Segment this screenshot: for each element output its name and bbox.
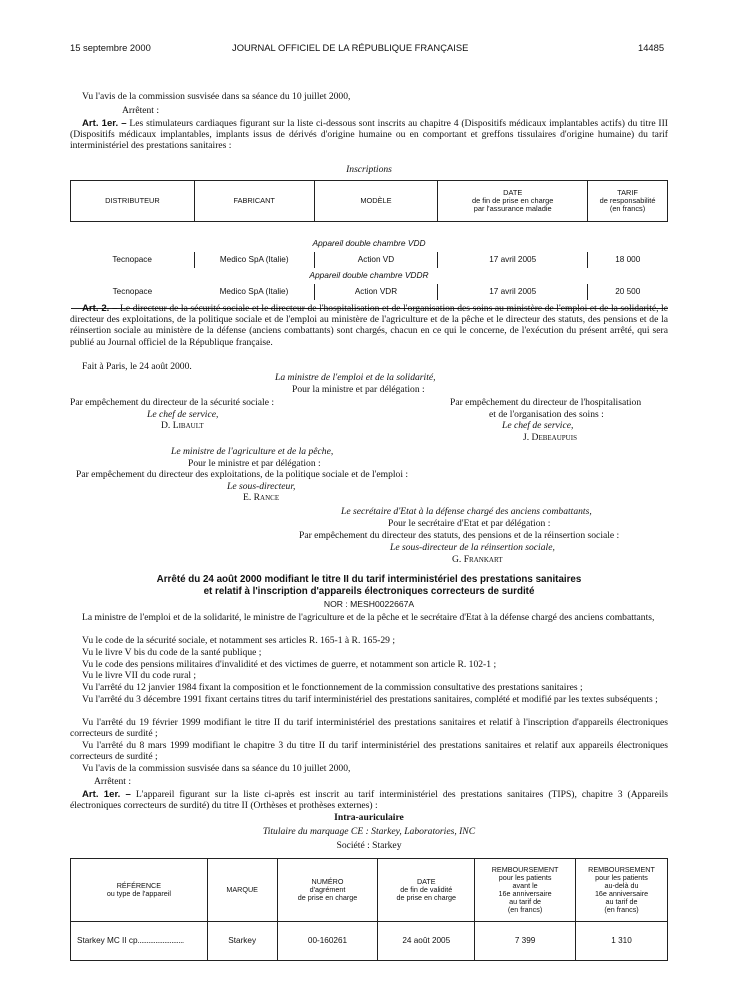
vu-item: Vu le livre VII du code rural ; [82, 670, 197, 681]
vu-item: Vu l'arrêté du 3 décembre 1991 fixant certains titres du tarif interministériel des prestations sanitaires, complété et modifié par les textes subséquents ; [82, 694, 658, 705]
column-header: DATE de fin de prise en charge par l'assurance maladie [438, 181, 588, 222]
column-header: FABRICANT [194, 181, 314, 222]
column-header: DISTRIBUTEUR [71, 181, 195, 222]
table-cell: 1 310 [576, 922, 668, 961]
vu-item: Vu le code de la sécurité sociale, et notamment ses articles R. 165-1 à R. 165-29 ; [82, 635, 395, 646]
dot-leader: .......................... [137, 936, 184, 946]
vu-item: Vu l'arrêté du 12 janvier 1984 fixant la composition et le fonctionnement de la commission consultative des prestations sanitaires ; [82, 682, 583, 693]
signatory-name: E. Rance [243, 492, 280, 503]
column-header: TARIF de responsabilité (en francs) [588, 181, 668, 222]
vu-item: Vu le code des pensions militaires d'invalidité et des victimes de guerre, et notamment son article R. 102-1 ; [82, 659, 497, 670]
table-cell: 20 500 [588, 284, 668, 300]
table-cell: Medico SpA (Italie) [219, 287, 289, 297]
page-number: 14485 [638, 42, 665, 53]
journal-title: JOURNAL OFFICIEL DE LA RÉPUBLIQUE FRANÇAISE [232, 42, 469, 53]
column-header: REMBOURSEMENT pour les patients au-delà du 16e anniversaire au tarif de (en francs) [576, 859, 668, 922]
table-cell: 18 000 [588, 252, 668, 268]
column-header: MARQUE [207, 859, 277, 922]
header-date: 15 septembre 2000 [70, 42, 151, 53]
signatory-title: Le secrétaire d'Etat à la défense chargé des anciens combattants, [341, 506, 592, 517]
table-cell: 24 août 2005 [378, 922, 475, 961]
signatory-title: La ministre de l'emploi et de la solidarité, [275, 372, 436, 383]
signatory-role: Le chef de service, [147, 409, 219, 420]
hearing-aids-table [70, 858, 668, 961]
article-text: Le directeur de la sécurité sociale et le directeur de l'hospitalisation et de l'organisation des soins au ministère de l'emploi et de la solidarité, le directeur des exploitations, de la politique sociale et de l'emploi au ministère de l'agriculture et de la pêche et le directeur des statuts, des pensions et de la réinsertion sociale au ministère de la défense (anciens combattants) sont chargés, chacun en ce qui le concerne, de l'exécution du présent arrêté, qui sera publié au Journal officiel de la République française. [70, 303, 668, 348]
table-row [71, 922, 668, 961]
article-2 [70, 303, 668, 348]
subheading: Intra-auriculaire [334, 812, 404, 823]
company: Société : Starkey [336, 840, 402, 851]
device-group-label: Appareil double chambre VDD [312, 238, 426, 249]
vu-avis: Vu l'avis de la commission susvisée dans sa séance du 10 juillet 2000, [82, 91, 351, 102]
fait-a-paris: Fait à Paris, le 24 août 2000. [82, 361, 192, 372]
article-label: Art. 2. – [82, 303, 118, 314]
table-cell: 7 399 [475, 922, 576, 961]
signatory-line: et de l'organisation des soins : [489, 409, 604, 420]
table-cell: Action VD [314, 252, 438, 268]
device-group-label: Appareil double chambre VDDR [309, 270, 429, 281]
table-cell: Tecnopace [112, 255, 152, 265]
column-header: NUMÉRO d'agrément de prise en charge [277, 859, 378, 922]
table-header-row [71, 859, 668, 922]
article-1 [70, 118, 668, 152]
arretent: Arrêtent : [94, 776, 132, 787]
table-cell: Medico SpA (Italie) [194, 252, 314, 268]
decree-intro: La ministre de l'emploi et de la solidarité, le ministre de l'agriculture et de la pêche et le secrétaire d'Etat à la défense chargé des anciens combattants, [82, 612, 655, 623]
article-text: L'appareil figurant sur la liste ci-après est inscrit au tarif interministériel des prestations sanitaires (TIPS), chapitre 3 (Appareils électroniques correcteurs de surdité) du titre II (Orthèses et prothèses externes) : [70, 789, 668, 812]
vu-item: Vu l'arrêté du 19 février 1999 modifiant le titre II du tarif interministériel des prestations sanitaires et relatif à l'inscription d'appareils électroniques correcteurs de surdité ; [70, 717, 668, 740]
article-label: Art. 1er. – [82, 789, 131, 800]
table-row [71, 252, 668, 268]
table-cell: 17 avril 2005 [438, 252, 588, 268]
column-header: RÉFÉRENCE ou type de l'appareil [71, 859, 208, 922]
table-cell: Tecnopace [112, 287, 153, 297]
table-cell: Action VDR [314, 284, 438, 300]
signatory-name: J. Debeaupuis [523, 432, 577, 443]
table-cell [71, 922, 208, 961]
arretent: Arrêtent : [122, 105, 160, 116]
nor-reference: NOR : MESH0022667A [323, 599, 415, 609]
signatory-delegation: Pour le secrétaire d'Etat et par délégation : [388, 518, 551, 529]
device-reference: Starkey MC II cp [77, 936, 138, 946]
decree-title: Arrêté du 24 août 2000 modifiant le titre II du tarif interministériel des prestations sanitaires [156, 574, 582, 585]
table-cell: 00-160261 [277, 922, 378, 961]
signatory-delegation: Pour le ministre et par délégation : [188, 458, 321, 469]
signatory-line: Par empêchement du directeur de l'hospitalisation [450, 397, 642, 408]
inscriptions-heading: Inscriptions [346, 164, 392, 175]
vu-item: Vu l'arrêté du 8 mars 1999 modifiant le chapitre 3 du titre II du tarif interministériel des prestations sanitaires et relatif aux appareils électroniques correcteurs de surdité ; [70, 740, 668, 763]
table-row [71, 284, 668, 300]
signatory-role: Le sous-directeur, [227, 481, 296, 492]
signatory-role: Le sous-directeur de la réinsertion sociale, [390, 542, 555, 553]
column-header: REMBOURSEMENT pour les patients avant le 16e anniversaire au tarif de (en francs) [475, 859, 576, 922]
column-header: MODÈLE [314, 181, 438, 222]
article-label: Art. 1er. – [82, 118, 127, 129]
vu-item: Vu le livre V bis du code de la santé publique ; [82, 647, 262, 658]
decree-title: et relatif à l'inscription d'appareils électroniques correcteurs de surdité [203, 586, 535, 597]
table-cell: 17 avril 2005 [438, 284, 588, 300]
signatory-name: D. Libault [161, 420, 204, 431]
signatory-line: Par empêchement du directeur de la sécurité sociale : [70, 397, 275, 408]
vu-item: Vu l'avis de la commission susvisée dans sa séance du 10 juillet 2000, [82, 763, 351, 774]
table-header-row [71, 181, 668, 222]
column-header: DATE de fin de validité de prise en charge [378, 859, 475, 922]
signatory-delegation: Pour la ministre et par délégation : [292, 384, 425, 395]
signatory-line: Par empêchement du directeur des exploitations, de la politique sociale et de l'emploi : [76, 469, 409, 480]
article-text: Les stimulateurs cardiaques figurant sur la liste ci-dessous sont inscrits au chapitre 4 (Dispositifs médicaux implantables actifs) du titre III (Dispositifs médicaux implantables, implants issus de dérivés d'origine humaine ou en comportant et greffons tissulaires d'origine humaine) du tarif interministériel des prestations sanitaires : [70, 118, 668, 152]
article-1 [70, 789, 668, 811]
signatory-title: Le ministre de l'agriculture et de la pêche, [171, 446, 334, 457]
signatory-line: Par empêchement du directeur des statuts, des pensions et de la réinsertion sociale : [299, 530, 620, 541]
table-cell: Starkey [207, 922, 277, 961]
signatory-name: G. Frankart [452, 554, 503, 565]
stimulators-table [70, 180, 668, 309]
ce-holder: Titulaire du marquage CE : Starkey, Laboratories, INC [262, 826, 476, 837]
signatory-role: Le chef de service, [502, 420, 574, 431]
